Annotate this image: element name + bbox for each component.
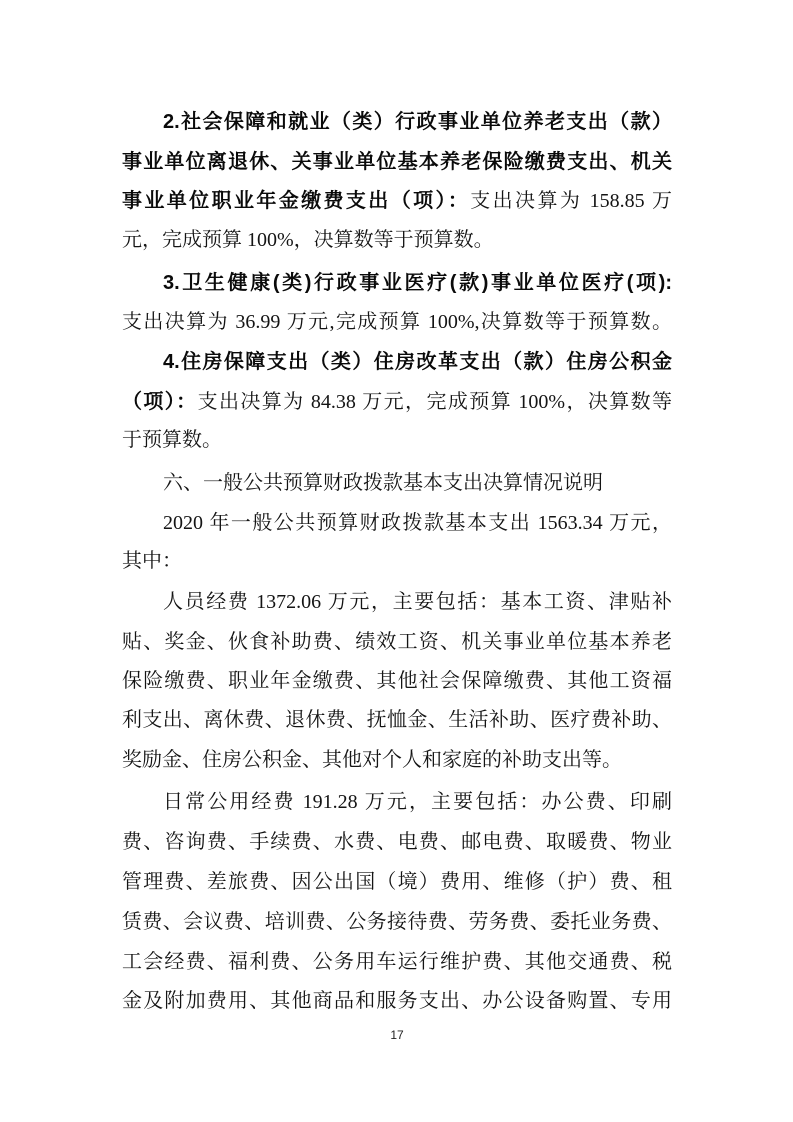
- page-number: 17: [390, 1028, 404, 1042]
- section-title: [163, 468, 672, 498]
- text-line: [122, 827, 672, 857]
- text-line: [122, 546, 672, 576]
- text-line: [122, 225, 672, 255]
- text-line: [122, 186, 672, 216]
- text-line: [122, 745, 672, 775]
- text-line: [122, 705, 672, 735]
- item-text: 奖励金、住房公积金、其他对个人和家庭的补助支出等。: [122, 749, 622, 771]
- item-text: 2020 年一般公共预算财政拨款基本支出 1563.34 万元，: [163, 512, 672, 534]
- item-text: 利支出、离休费、退休费、抚恤金、生活补助、医疗费补助、: [122, 709, 672, 731]
- item-text: 金及附加费用、其他商品和服务支出、办公设备购置、专用: [122, 990, 672, 1012]
- text-line: [122, 387, 672, 417]
- item-heading: 3.卫生健康(类)行政事业医疗(款)事业单位医疗(项):: [163, 272, 672, 294]
- text-line: [122, 147, 672, 177]
- section-title-text: 六、一般公共预算财政拨款基本支出决算情况说明: [163, 472, 603, 494]
- item-text: 赁费、会议费、培训费、公务接待费、劳务费、委托业务费、: [122, 911, 672, 933]
- item-text: 保险缴费、职业年金缴费、其他社会保障缴费、其他工资福: [122, 670, 672, 692]
- item-text: 工会经费、福利费、公务用车运行维护费、其他交通费、税: [122, 951, 672, 973]
- item-text: 支出决算为 84.38 万元，完成预算 100%，决算数等: [197, 391, 672, 413]
- text-line: [163, 587, 672, 617]
- item-text: 元，完成预算 100%，决算数等于预算数。: [122, 229, 494, 251]
- item-heading: （项）：: [122, 391, 198, 413]
- text-line: [122, 947, 672, 977]
- item-heading: 4.住房保障支出（类）住房改革支出（款）住房公积金: [163, 351, 672, 373]
- text-line: [163, 787, 672, 817]
- item-heading: 2.社会保障和就业（类）行政事业单位养老支出（款）: [163, 111, 672, 133]
- text-line: [122, 666, 672, 696]
- item-text: 其中：: [122, 550, 182, 572]
- text-line: [122, 867, 672, 897]
- item-text: 费、咨询费、手续费、水费、电费、邮电费、取暖费、物业: [122, 831, 672, 853]
- text-line: [163, 107, 672, 137]
- item-text: 支出决算为 36.99 万元,完成预算 100%,决算数等于预算数。: [122, 311, 672, 333]
- item-text: 支出决算为 158.85 万: [470, 190, 673, 212]
- item-text: 贴、奖金、伙食补助费、绩效工资、机关事业单位基本养老: [122, 631, 672, 653]
- item-heading: 事业单位离退休、关事业单位基本养老保险缴费支出、机关: [122, 151, 672, 173]
- text-line: [122, 907, 672, 937]
- item-text: 日常公用经费 191.28 万元，主要包括：办公费、印刷: [163, 791, 672, 813]
- item-heading: 事业单位职业年金缴费支出（项）：: [122, 190, 471, 212]
- text-line: [122, 986, 672, 1016]
- text-line: [163, 347, 672, 377]
- item-text: 人员经费 1372.06 万元，主要包括：基本工资、津贴补: [163, 591, 672, 613]
- item-text: 于预算数。: [122, 429, 222, 451]
- item-text: 管理费、差旅费、因公出国（境）费用、维修（护）费、租: [122, 871, 672, 893]
- text-line: [163, 268, 672, 298]
- text-line: [122, 627, 672, 657]
- text-line: [122, 307, 672, 337]
- text-line: [163, 508, 672, 538]
- text-line: [122, 425, 672, 455]
